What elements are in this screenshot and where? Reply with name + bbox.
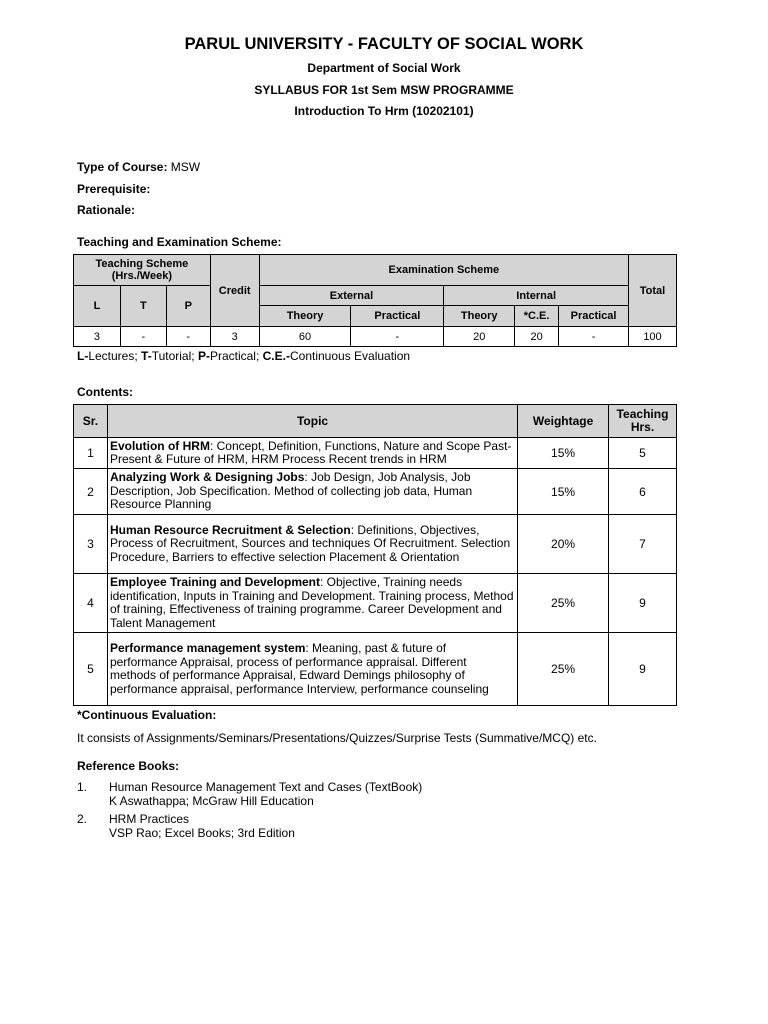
topic-header: Topic [107,405,517,438]
legend-l-text: Lectures; [88,349,142,363]
type-value: MSW [170,160,201,174]
topic-title: Human Resource Recruitment & Selection [109,522,351,537]
row-topic [107,574,517,633]
contents-heading: Contents: [77,385,133,399]
ext-theory-header: Theory [259,306,351,327]
row-topic [107,633,517,706]
total-value: 100 [629,327,677,347]
row-weightage: 15% [518,469,609,515]
ext-theory-value: 60 [259,327,351,347]
row-hrs: 5 [609,438,677,469]
row-sr: 2 [74,469,108,515]
int-ce-header: *C.E. [515,306,559,327]
p-header: P [166,286,210,327]
topic-title: Analyzing Work & Designing Jobs [109,470,305,485]
topic-title: Evolution of HRM [109,438,210,453]
topic-text: : Definitions, Objectives, Process of Recruitment, Sources and techniques Of Recruitment. Selection Procedure, Barriers to effective selection Placement & Orientation [109,522,511,564]
int-theory-value: 20 [444,327,515,347]
teaching-hrs-header: Teaching Hrs. [609,405,677,438]
legend-l-key: L- [77,349,89,363]
int-ce-value: 20 [515,327,559,347]
l-header: L [74,286,121,327]
external-header: External [259,286,444,306]
reference-title: Human Resource Management Text and Cases (TextBook) [109,780,423,794]
row-topic [107,438,517,469]
page-title: PARUL UNIVERSITY - FACULTY OF SOCIAL WORK [184,35,584,53]
sr-header: Sr. [74,405,108,438]
reference-num: 2. [77,812,88,826]
t-value: - [120,327,166,347]
row-topic [107,469,517,515]
credit-value: 3 [210,327,259,347]
table-row [74,438,677,469]
int-practical-value: - [559,327,629,347]
type-of-course [77,160,200,174]
row-hrs: 9 [609,633,677,706]
topic-title: Employee Training and Development [109,575,320,589]
internal-header: Internal [444,286,629,306]
legend-ce-text: Continuous Evaluation [289,349,411,363]
weightage-header: Weightage [518,405,609,438]
ce-heading: *Continuous Evaluation: [77,708,217,722]
syllabus-heading: SYLLABUS FOR 1st Sem MSW PROGRAMME [254,83,514,97]
examination-scheme-header: Examination Scheme [259,255,628,286]
row-sr: 3 [74,515,108,574]
row-weightage: 15% [518,438,609,469]
row-topic [107,515,517,574]
ce-text: It consists of Assignments/Seminars/Presentations/Quizzes/Surprise Tests (Summative/MCQ) etc. [77,731,597,745]
legend-p-key: P- [197,349,210,363]
row-weightage: 25% [518,633,609,706]
scheme-heading: Teaching and Examination Scheme: [77,235,282,249]
t-header: T [120,286,166,327]
reference-item [109,780,422,808]
row-sr: 1 [74,438,108,469]
row-hrs: 6 [609,469,677,515]
topic-text: : Concept, Definition, Functions, Nature and Scope Past-Present & Future of HRM, HRM Process Recent trends in HRM [109,438,512,466]
int-theory-header: Theory [444,306,515,327]
legend-ce-key: C.E.- [262,349,290,363]
table-row [74,574,677,633]
course-name: Introduction To Hrm (10202101) [294,104,474,118]
rationale-label: Rationale: [77,203,136,217]
topic-text: : Objective, Training needs identification, Inputs in Training and Development. Training process, Method of training, Effectiveness of training programme. Career Development and Talent Management [109,575,514,630]
row-sr: 5 [74,633,108,706]
scheme-row [74,327,677,347]
type-label: Type of Course: [77,160,168,174]
topic-title: Performance management system [109,641,306,655]
int-practical-header: Practical [559,306,629,327]
reference-num: 1. [77,780,88,794]
reference-item [109,812,295,840]
row-weightage: 25% [518,574,609,633]
topic-text: : Job Design, Job Analysis, Job Description, Job Specification. Method of collecting job data, Human Resource Planning [109,470,473,512]
legend-t-text: Tutorial; [151,349,198,363]
row-sr: 4 [74,574,108,633]
table-row [74,469,677,515]
contents-table [73,404,677,706]
table-row [74,633,677,706]
scheme-table [73,254,677,347]
legend-p-text: Practical; [209,349,263,363]
reference-details: VSP Rao; Excel Books; 3rd Edition [109,826,295,840]
p-value: - [166,327,210,347]
total-header: Total [629,255,677,327]
legend-t-key: T- [141,349,152,363]
ext-practical-value: - [351,327,444,347]
credit-header: Credit [210,255,259,327]
department-name: Department of Social Work [307,61,461,75]
table-row [74,515,677,574]
reference-details: K Aswathappa; McGraw Hill Education [109,794,314,808]
row-hrs: 9 [609,574,677,633]
row-weightage: 20% [518,515,609,574]
prerequisite-label: Prerequisite: [77,182,151,196]
scheme-legend [77,349,410,363]
reference-title: HRM Practices [109,812,190,826]
l-value: 3 [74,327,121,347]
ext-practical-header: Practical [351,306,444,327]
reference-heading: Reference Books: [77,759,180,773]
row-hrs: 7 [609,515,677,574]
teaching-scheme-header: Teaching Scheme (Hrs./Week) [74,255,211,286]
topic-text: : Meaning, past & future of performance Appraisal, process of performance appraisal. Different methods of performance Appraisal, Edward Demings philosophy of performance appraisal, performance Interview, performance counseling [109,641,489,696]
